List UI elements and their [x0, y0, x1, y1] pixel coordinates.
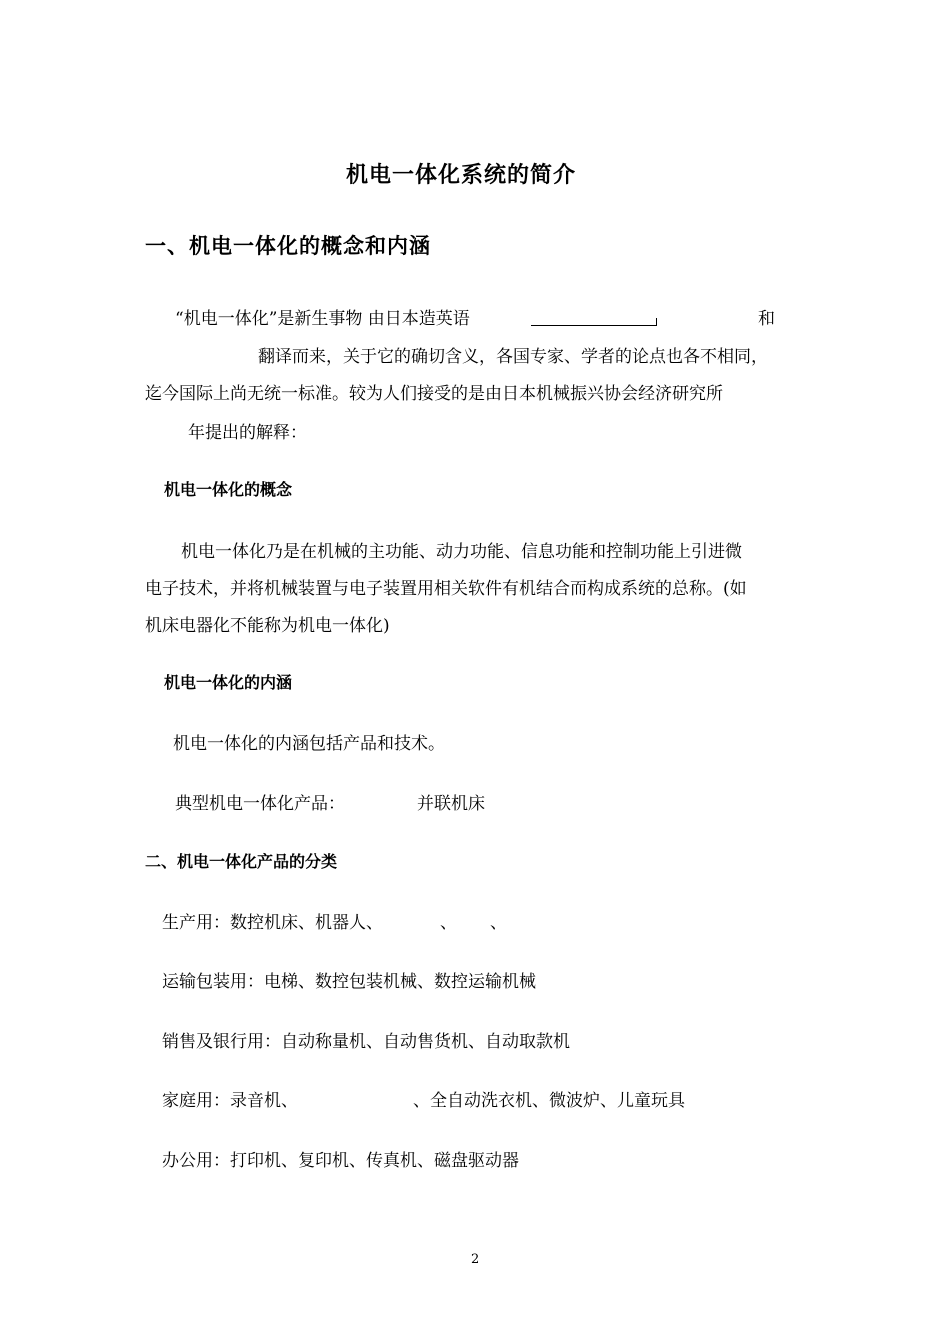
- connotation-line-1: 机电一体化的内涵包括产品和技术。: [173, 734, 445, 754]
- concept-heading: 机电一体化的概念: [164, 480, 293, 499]
- category-home-part2: 、全自动洗衣机、微波炉、儿童玩具: [413, 1091, 685, 1111]
- typical-product-label: 典型机电一体化产品：: [175, 794, 345, 814]
- page-number: 2: [471, 1252, 480, 1267]
- category-production-separator: 、: [440, 913, 457, 933]
- category-home-part1: 家庭用：录音机、: [162, 1091, 298, 1111]
- page-title: 机电一体化系统的简介: [346, 163, 577, 188]
- connotation-heading: 机电一体化的内涵: [164, 673, 293, 692]
- category-production-separator: 、: [490, 913, 507, 933]
- section-1-heading: 一、机电一体化的概念和内涵: [145, 234, 431, 258]
- concept-line-2: 电子技术，并将机械装置与电子装置用相关软件有机结合而构成系统的总称。(如: [145, 579, 747, 599]
- category-sales: 销售及银行用：自动称量机、自动售货机、自动取款机: [162, 1032, 570, 1052]
- concept-line-3: 机床电器化不能称为机电一体化): [145, 616, 390, 636]
- intro-line-3: 迄今国际上尚无统一标准。较为人们接受的是由日本机械振兴协会经济研究所: [145, 384, 723, 404]
- fill-in-blank-mark: [656, 318, 657, 326]
- concept-line-1: 机电一体化乃是在机械的主功能、动力功能、信息功能和控制功能上引进微: [181, 542, 742, 562]
- intro-text-part1: “机电一体化”是新生事物 由日本造英语: [175, 309, 470, 329]
- section-2-heading: 二、机电一体化产品的分类: [145, 852, 338, 871]
- fill-in-blank: [531, 325, 657, 326]
- intro-text-part2: 和: [758, 309, 775, 329]
- typical-product-value: 并联机床: [417, 794, 485, 814]
- category-transport: 运输包装用：电梯、数控包装机械、数控运输机械: [162, 972, 536, 992]
- category-office: 办公用：打印机、复印机、传真机、磁盘驱动器: [162, 1151, 519, 1171]
- intro-line-4: 年提出的解释：: [188, 423, 307, 443]
- intro-line-2: 翻译而来，关于它的确切含义，各国专家、学者的论点也各不相同，: [258, 347, 768, 367]
- category-production: 生产用：数控机床、机器人、: [162, 913, 383, 933]
